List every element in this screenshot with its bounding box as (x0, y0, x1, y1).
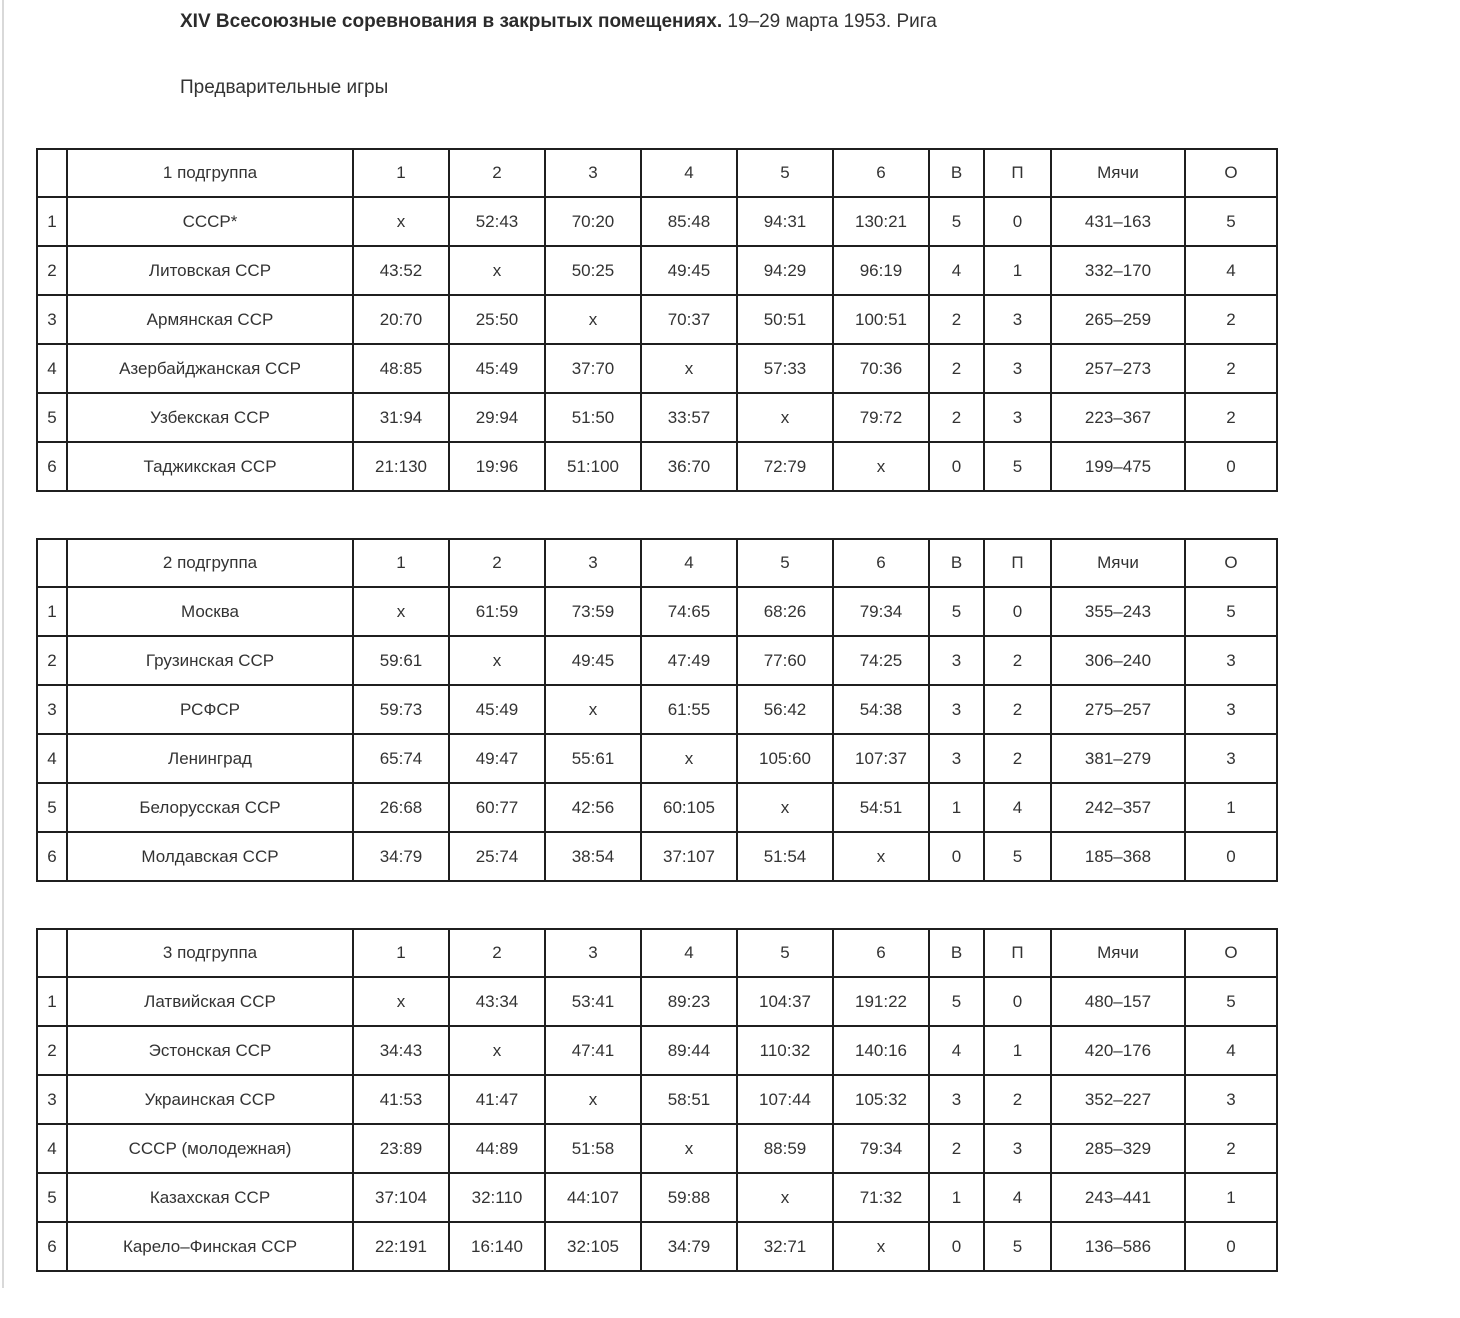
table-row (37, 246, 1277, 295)
row-number-cell: 4 (37, 734, 67, 783)
score-cell: 45:49 (449, 344, 545, 393)
score-cell: 50:51 (737, 295, 833, 344)
table-row (37, 734, 1277, 783)
score-cell: 89:44 (641, 1026, 737, 1075)
team-name-cell: Латвийская ССР (67, 977, 353, 1026)
stat-header-cell: П (984, 539, 1051, 587)
score-cell: 51:54 (737, 832, 833, 881)
wins-cell: 0 (929, 1222, 984, 1271)
losses-cell: 2 (984, 1075, 1051, 1124)
team-name-cell: Грузинская ССР (67, 636, 353, 685)
score-cell: 54:51 (833, 783, 929, 832)
score-cell: 110:32 (737, 1026, 833, 1075)
score-cell: 52:43 (449, 197, 545, 246)
score-cell: x (641, 344, 737, 393)
row-number-cell: 6 (37, 832, 67, 881)
round-header-cell: 1 (353, 149, 449, 197)
score-cell: 19:96 (449, 442, 545, 491)
balls-cell: 285–329 (1051, 1124, 1185, 1173)
team-name-cell: Белорусская ССР (67, 783, 353, 832)
section-subtitle: Предварительные игры (180, 77, 389, 98)
score-cell: x (545, 685, 641, 734)
score-cell: 74:25 (833, 636, 929, 685)
score-cell: 79:34 (833, 587, 929, 636)
wins-cell: 2 (929, 1124, 984, 1173)
table-row (37, 783, 1277, 832)
score-cell: x (353, 197, 449, 246)
wins-cell: 5 (929, 197, 984, 246)
score-cell: 104:37 (737, 977, 833, 1026)
score-cell: 20:70 (353, 295, 449, 344)
corner-cell (37, 149, 67, 197)
balls-cell: 381–279 (1051, 734, 1185, 783)
score-cell: 43:34 (449, 977, 545, 1026)
stat-header-cell: О (1185, 539, 1277, 587)
score-cell: x (833, 832, 929, 881)
balls-cell: 243–441 (1051, 1173, 1185, 1222)
score-cell: 55:61 (545, 734, 641, 783)
score-cell: 72:79 (737, 442, 833, 491)
table-row (37, 1173, 1277, 1222)
points-cell: 0 (1185, 1222, 1277, 1271)
score-cell: 44:107 (545, 1173, 641, 1222)
score-cell: 45:49 (449, 685, 545, 734)
table-row (37, 197, 1277, 246)
row-number-cell: 5 (37, 783, 67, 832)
score-cell: x (449, 246, 545, 295)
points-cell: 1 (1185, 783, 1277, 832)
score-cell: 44:89 (449, 1124, 545, 1173)
stat-header-cell: П (984, 149, 1051, 197)
score-cell: 32:105 (545, 1222, 641, 1271)
score-cell: 43:52 (353, 246, 449, 295)
row-number-cell: 2 (37, 1026, 67, 1075)
score-cell: 16:140 (449, 1222, 545, 1271)
score-cell: 25:50 (449, 295, 545, 344)
table-row (37, 832, 1277, 881)
score-cell: 107:44 (737, 1075, 833, 1124)
score-cell: 96:19 (833, 246, 929, 295)
score-cell: 61:59 (449, 587, 545, 636)
team-name-cell: Ленинград (67, 734, 353, 783)
row-number-cell: 3 (37, 1075, 67, 1124)
round-header-cell: 6 (833, 149, 929, 197)
balls-cell: 275–257 (1051, 685, 1185, 734)
score-cell: x (353, 587, 449, 636)
score-cell: 26:68 (353, 783, 449, 832)
header-row (37, 929, 1277, 977)
losses-cell: 5 (984, 442, 1051, 491)
stat-header-cell: В (929, 539, 984, 587)
score-cell: 89:23 (641, 977, 737, 1026)
score-cell: 21:130 (353, 442, 449, 491)
score-cell: 53:41 (545, 977, 641, 1026)
subgroup-1-table (36, 148, 1278, 492)
balls-cell: 332–170 (1051, 246, 1185, 295)
stat-header-cell: Мячи (1051, 539, 1185, 587)
score-cell: 79:34 (833, 1124, 929, 1173)
wins-cell: 1 (929, 783, 984, 832)
score-cell: 79:72 (833, 393, 929, 442)
table-row (37, 977, 1277, 1026)
wins-cell: 2 (929, 295, 984, 344)
team-name-cell: Казахская ССР (67, 1173, 353, 1222)
balls-cell: 355–243 (1051, 587, 1185, 636)
losses-cell: 3 (984, 344, 1051, 393)
row-number-cell: 2 (37, 636, 67, 685)
score-cell: 94:31 (737, 197, 833, 246)
balls-cell: 136–586 (1051, 1222, 1185, 1271)
points-cell: 0 (1185, 832, 1277, 881)
wins-cell: 5 (929, 977, 984, 1026)
round-header-cell: 6 (833, 539, 929, 587)
losses-cell: 4 (984, 783, 1051, 832)
score-cell: 59:73 (353, 685, 449, 734)
stat-header-cell: Мячи (1051, 929, 1185, 977)
team-name-cell: Узбекская ССР (67, 393, 353, 442)
score-cell: 32:110 (449, 1173, 545, 1222)
score-cell: x (737, 393, 833, 442)
losses-cell: 0 (984, 977, 1051, 1026)
table-row (37, 1222, 1277, 1271)
losses-cell: 2 (984, 685, 1051, 734)
losses-cell: 0 (984, 587, 1051, 636)
table-row (37, 587, 1277, 636)
score-cell: 34:43 (353, 1026, 449, 1075)
score-cell: 105:32 (833, 1075, 929, 1124)
score-cell: 70:36 (833, 344, 929, 393)
points-cell: 2 (1185, 393, 1277, 442)
wins-cell: 5 (929, 587, 984, 636)
score-cell: 191:22 (833, 977, 929, 1026)
score-cell: 49:45 (641, 246, 737, 295)
score-cell: 140:16 (833, 1026, 929, 1075)
score-cell: 34:79 (353, 832, 449, 881)
points-cell: 4 (1185, 1026, 1277, 1075)
score-cell: 42:56 (545, 783, 641, 832)
balls-cell: 306–240 (1051, 636, 1185, 685)
points-cell: 1 (1185, 1173, 1277, 1222)
round-header-cell: 5 (737, 929, 833, 977)
score-cell: 57:33 (737, 344, 833, 393)
table-row (37, 1026, 1277, 1075)
round-header-cell: 1 (353, 539, 449, 587)
wins-cell: 3 (929, 685, 984, 734)
score-cell: 36:70 (641, 442, 737, 491)
score-cell: 47:41 (545, 1026, 641, 1075)
score-cell: x (545, 295, 641, 344)
score-cell: x (737, 783, 833, 832)
losses-cell: 3 (984, 295, 1051, 344)
score-cell: 68:26 (737, 587, 833, 636)
round-header-cell: 2 (449, 539, 545, 587)
round-header-cell: 3 (545, 929, 641, 977)
balls-cell: 199–475 (1051, 442, 1185, 491)
score-cell: 33:57 (641, 393, 737, 442)
team-name-cell: Москва (67, 587, 353, 636)
losses-cell: 0 (984, 197, 1051, 246)
score-cell: 77:60 (737, 636, 833, 685)
table-row (37, 442, 1277, 491)
stat-header-cell: О (1185, 149, 1277, 197)
stat-header-cell: В (929, 929, 984, 977)
row-number-cell: 4 (37, 1124, 67, 1173)
score-cell: 88:59 (737, 1124, 833, 1173)
points-cell: 4 (1185, 246, 1277, 295)
row-number-cell: 5 (37, 393, 67, 442)
wins-cell: 3 (929, 636, 984, 685)
score-cell: 23:89 (353, 1124, 449, 1173)
balls-cell: 420–176 (1051, 1026, 1185, 1075)
score-cell: x (545, 1075, 641, 1124)
header-row (37, 149, 1277, 197)
page-title-date-place: 19–29 марта 1953. Рига (722, 11, 937, 32)
wins-cell: 0 (929, 442, 984, 491)
group-header-cell: 3 подгруппа (67, 929, 353, 977)
losses-cell: 2 (984, 636, 1051, 685)
points-cell: 3 (1185, 685, 1277, 734)
score-cell: 56:42 (737, 685, 833, 734)
points-cell: 2 (1185, 344, 1277, 393)
page-left-edge (2, 0, 4, 1288)
table-row (37, 295, 1277, 344)
team-name-cell: Азербайджанская ССР (67, 344, 353, 393)
table-row (37, 393, 1277, 442)
balls-cell: 185–368 (1051, 832, 1185, 881)
score-cell: 107:37 (833, 734, 929, 783)
wins-cell: 3 (929, 734, 984, 783)
round-header-cell: 4 (641, 539, 737, 587)
row-number-cell: 1 (37, 587, 67, 636)
losses-cell: 3 (984, 393, 1051, 442)
balls-cell: 352–227 (1051, 1075, 1185, 1124)
score-cell: 54:38 (833, 685, 929, 734)
score-cell: 94:29 (737, 246, 833, 295)
score-cell: x (449, 636, 545, 685)
balls-cell: 257–273 (1051, 344, 1185, 393)
score-cell: 61:55 (641, 685, 737, 734)
header-row (37, 539, 1277, 587)
score-cell: 22:191 (353, 1222, 449, 1271)
wins-cell: 2 (929, 344, 984, 393)
losses-cell: 4 (984, 1173, 1051, 1222)
score-cell: 71:32 (833, 1173, 929, 1222)
points-cell: 5 (1185, 977, 1277, 1026)
stat-header-cell: О (1185, 929, 1277, 977)
score-cell: 37:70 (545, 344, 641, 393)
score-cell: 70:37 (641, 295, 737, 344)
team-name-cell: Таджикская ССР (67, 442, 353, 491)
losses-cell: 1 (984, 246, 1051, 295)
score-cell: 60:105 (641, 783, 737, 832)
row-number-cell: 6 (37, 442, 67, 491)
table-row (37, 1075, 1277, 1124)
score-cell: 32:71 (737, 1222, 833, 1271)
table-row (37, 344, 1277, 393)
team-name-cell: Литовская ССР (67, 246, 353, 295)
round-header-cell: 1 (353, 929, 449, 977)
score-cell: 85:48 (641, 197, 737, 246)
round-header-cell: 3 (545, 149, 641, 197)
balls-cell: 431–163 (1051, 197, 1185, 246)
team-name-cell: РСФСР (67, 685, 353, 734)
score-cell: x (641, 734, 737, 783)
score-cell: 65:74 (353, 734, 449, 783)
points-cell: 2 (1185, 1124, 1277, 1173)
score-cell: x (833, 1222, 929, 1271)
row-number-cell: 2 (37, 246, 67, 295)
points-cell: 3 (1185, 734, 1277, 783)
score-cell: 37:104 (353, 1173, 449, 1222)
score-cell: x (449, 1026, 545, 1075)
losses-cell: 5 (984, 832, 1051, 881)
row-number-cell: 1 (37, 197, 67, 246)
score-cell: x (737, 1173, 833, 1222)
table-row (37, 685, 1277, 734)
page-title-main: XIV Всесоюзные соревнования в закрытых помещениях. (180, 11, 723, 32)
score-cell: 50:25 (545, 246, 641, 295)
score-cell: 48:85 (353, 344, 449, 393)
score-cell: 38:54 (545, 832, 641, 881)
score-cell: 60:77 (449, 783, 545, 832)
score-cell: 37:107 (641, 832, 737, 881)
team-name-cell: Эстонская ССР (67, 1026, 353, 1075)
score-cell: x (353, 977, 449, 1026)
score-cell: x (641, 1124, 737, 1173)
round-header-cell: 4 (641, 929, 737, 977)
team-name-cell: Молдавская ССР (67, 832, 353, 881)
team-name-cell: Украинская ССР (67, 1075, 353, 1124)
score-cell: 51:100 (545, 442, 641, 491)
row-number-cell: 1 (37, 977, 67, 1026)
score-cell: 100:51 (833, 295, 929, 344)
round-header-cell: 4 (641, 149, 737, 197)
group-header-cell: 1 подгруппа (67, 149, 353, 197)
team-name-cell: СССР (молодежная) (67, 1124, 353, 1173)
losses-cell: 1 (984, 1026, 1051, 1075)
row-number-cell: 3 (37, 295, 67, 344)
losses-cell: 5 (984, 1222, 1051, 1271)
score-cell: 49:45 (545, 636, 641, 685)
score-cell: 58:51 (641, 1075, 737, 1124)
points-cell: 3 (1185, 1075, 1277, 1124)
row-number-cell: 3 (37, 685, 67, 734)
wins-cell: 0 (929, 832, 984, 881)
score-cell: 51:50 (545, 393, 641, 442)
wins-cell: 3 (929, 1075, 984, 1124)
row-number-cell: 6 (37, 1222, 67, 1271)
balls-cell: 265–259 (1051, 295, 1185, 344)
score-cell: 25:74 (449, 832, 545, 881)
team-name-cell: СССР* (67, 197, 353, 246)
round-header-cell: 5 (737, 539, 833, 587)
row-number-cell: 5 (37, 1173, 67, 1222)
score-cell: 59:61 (353, 636, 449, 685)
balls-cell: 223–367 (1051, 393, 1185, 442)
score-cell: 47:49 (641, 636, 737, 685)
row-number-cell: 4 (37, 344, 67, 393)
score-cell: 130:21 (833, 197, 929, 246)
stat-header-cell: В (929, 149, 984, 197)
corner-cell (37, 929, 67, 977)
score-cell: 51:58 (545, 1124, 641, 1173)
score-cell: 31:94 (353, 393, 449, 442)
points-cell: 0 (1185, 442, 1277, 491)
table-row (37, 636, 1277, 685)
round-header-cell: 6 (833, 929, 929, 977)
score-cell: 41:47 (449, 1075, 545, 1124)
standings-tables (36, 148, 1460, 1272)
subgroup-3-table (36, 928, 1278, 1272)
round-header-cell: 3 (545, 539, 641, 587)
balls-cell: 242–357 (1051, 783, 1185, 832)
round-header-cell: 2 (449, 149, 545, 197)
balls-cell: 480–157 (1051, 977, 1185, 1026)
score-cell: 49:47 (449, 734, 545, 783)
losses-cell: 3 (984, 1124, 1051, 1173)
round-header-cell: 5 (737, 149, 833, 197)
score-cell: 70:20 (545, 197, 641, 246)
score-cell: 73:59 (545, 587, 641, 636)
wins-cell: 4 (929, 246, 984, 295)
score-cell: 34:79 (641, 1222, 737, 1271)
wins-cell: 2 (929, 393, 984, 442)
wins-cell: 4 (929, 1026, 984, 1075)
score-cell: 41:53 (353, 1075, 449, 1124)
table-row (37, 1124, 1277, 1173)
score-cell: 29:94 (449, 393, 545, 442)
corner-cell (37, 539, 67, 587)
page-title (180, 10, 1460, 34)
score-cell: 59:88 (641, 1173, 737, 1222)
round-header-cell: 2 (449, 929, 545, 977)
score-cell: 105:60 (737, 734, 833, 783)
group-header-cell: 2 подгруппа (67, 539, 353, 587)
points-cell: 3 (1185, 636, 1277, 685)
team-name-cell: Армянская ССР (67, 295, 353, 344)
losses-cell: 2 (984, 734, 1051, 783)
stat-header-cell: П (984, 929, 1051, 977)
score-cell: 74:65 (641, 587, 737, 636)
points-cell: 2 (1185, 295, 1277, 344)
points-cell: 5 (1185, 587, 1277, 636)
score-cell: x (833, 442, 929, 491)
subgroup-2-table (36, 538, 1278, 882)
wins-cell: 1 (929, 1173, 984, 1222)
team-name-cell: Карело–Финская ССР (67, 1222, 353, 1271)
points-cell: 5 (1185, 197, 1277, 246)
stat-header-cell: Мячи (1051, 149, 1185, 197)
